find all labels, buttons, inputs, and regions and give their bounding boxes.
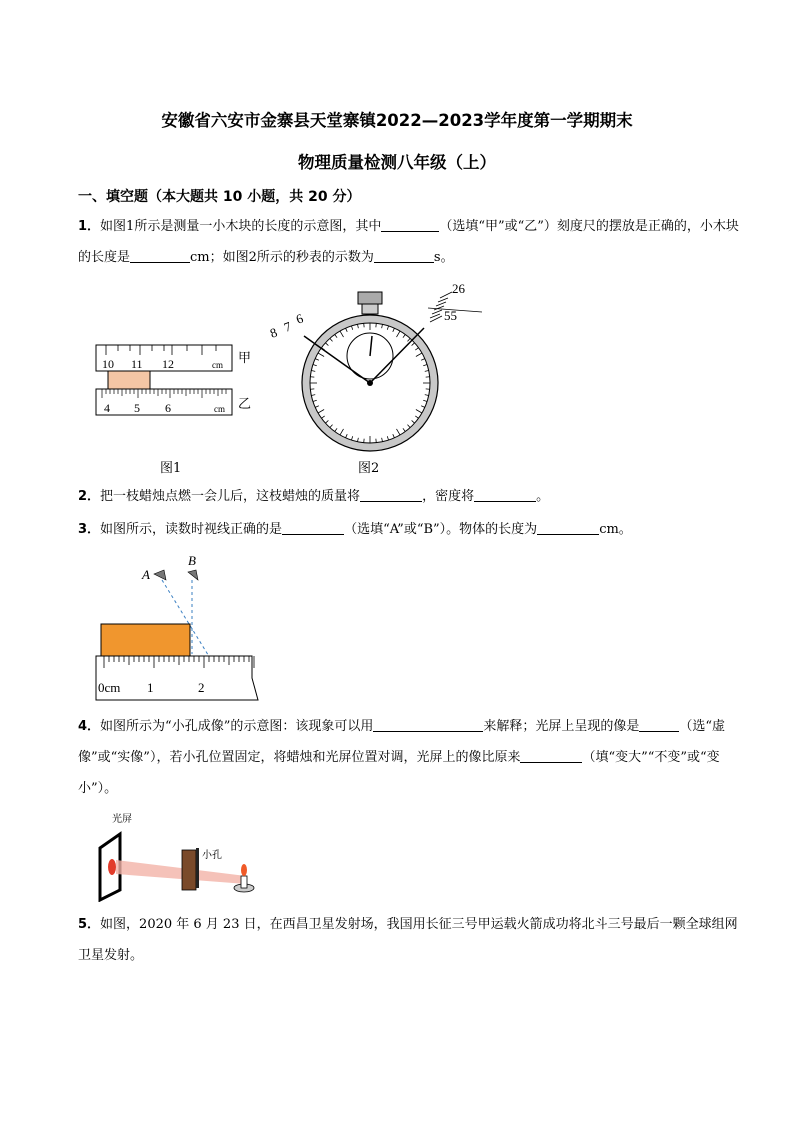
q4-text-b: 来解释；光屏上呈现的像是 [483, 719, 640, 734]
ruler-label: 1 [147, 680, 154, 695]
answer-blank[interactable] [360, 487, 422, 502]
ruler-label: 10 [102, 357, 114, 371]
figure-1-rulers [92, 340, 262, 420]
q5-text: 如图，2020 年 6 月 23 日，在西昌卫星发射场，我国用长征三号甲运载火箭成功将北斗三号最后一颗全球组网卫星发射。 [78, 917, 738, 963]
answer-blank[interactable] [130, 248, 190, 263]
scale-label: 55 [444, 308, 457, 323]
ruler-jia [96, 345, 251, 371]
figure-q4-pinhole [96, 810, 266, 902]
q1-text-b: （选填“甲”或“乙”）刻度尺的摆放是正确的，小木块的长度是 [78, 219, 739, 265]
question-5 [78, 909, 750, 971]
exam-title-line2: 物理质量检测八年级（上） [298, 153, 496, 172]
question-number: 2． [78, 489, 101, 504]
candle-flame [241, 864, 247, 876]
ruler-name: 乙 [238, 396, 252, 411]
ruler-label: 5 [134, 401, 140, 415]
answer-blank[interactable] [381, 217, 439, 232]
q3-text-a: 如图所示，读数时视线正确的是 [100, 522, 283, 537]
screen-label: 光屏 [112, 814, 132, 825]
exam-title-line1: 安徽省六安市金寨县天堂寨镇2022—2023学年度第一学期期末 [161, 111, 633, 130]
answer-blank[interactable] [520, 748, 582, 763]
ruler-label: 0cm [98, 680, 121, 695]
eye-icon [154, 570, 198, 580]
question-number: 4． [78, 719, 101, 734]
q3-text-c: cm。 [599, 522, 632, 537]
q2-text-c: 。 [536, 489, 550, 504]
q4-text-c: （选“虚像”或“实像”），若小孔位置固定，将蜡烛和光屏位置对调，光屏上的像比原来 [78, 719, 726, 765]
ruler-label: 11 [131, 357, 143, 371]
ruler-label: 4 [104, 401, 110, 415]
wood-block [108, 371, 150, 389]
question-number: 3． [78, 522, 101, 537]
figure-1-caption: 图1 [160, 461, 182, 476]
pinhole-label: 小孔 [202, 850, 222, 861]
dial-label: 6 [293, 310, 306, 327]
pinhole-board [182, 850, 196, 890]
figure-2-stopwatch [262, 278, 492, 458]
answer-blank[interactable] [537, 520, 599, 535]
q1-text-d: s。 [433, 250, 454, 265]
answer-blank[interactable] [282, 520, 344, 535]
q3-text-b: （选填“A”或“B”）。物体的长度为 [344, 522, 538, 537]
question-1 [78, 211, 750, 273]
question-number: 1． [78, 219, 101, 234]
q2-text-b: ，密度将 [422, 489, 475, 504]
question-4 [78, 711, 750, 804]
eye-label-b: B [188, 553, 196, 568]
ruler-unit: cm [214, 404, 225, 414]
question-2 [78, 481, 750, 512]
section-heading: 一、填空题（本大题共 10 小题，共 20 分） [78, 189, 361, 205]
ruler-label: 12 [162, 357, 174, 371]
dial-label: 8 [267, 324, 280, 341]
ruler-name: 甲 [238, 350, 252, 365]
answer-blank[interactable] [474, 487, 536, 502]
q4-text-d: （填“变大”“不变”或“变小”）。 [78, 750, 720, 796]
question-number: 5． [78, 917, 101, 932]
ruler-unit: cm [212, 360, 223, 370]
eye-label-a: A [142, 567, 150, 582]
answer-blank[interactable] [639, 717, 679, 732]
candle [241, 876, 247, 888]
q1-text-a: 如图1所示是测量一小木块的长度的示意图，其中 [100, 219, 382, 234]
q1-text-c: cm；如图2所示的秒表的示数为 [190, 250, 374, 265]
ruler-yi [96, 389, 251, 415]
figure-q3-ruler-reading [92, 550, 262, 702]
image-on-screen [108, 859, 116, 875]
q2-text-a: 把一枝蜡烛点燃一会儿后，这枝蜡烛的质量将 [100, 489, 361, 504]
q4-text-a: 如图所示为“小孔成像”的示意图：该现象可以用 [100, 719, 374, 734]
answer-blank[interactable] [374, 248, 434, 263]
scale-label: 26 [452, 281, 465, 296]
figure-2-caption: 图2 [358, 461, 380, 476]
ruler-label: 6 [165, 401, 171, 415]
ruler-label: 2 [198, 680, 205, 695]
stopwatch-crown [358, 292, 382, 304]
measured-block [101, 624, 190, 656]
answer-blank[interactable] [373, 717, 483, 732]
question-3 [78, 514, 750, 545]
dial-label: 7 [281, 318, 294, 335]
